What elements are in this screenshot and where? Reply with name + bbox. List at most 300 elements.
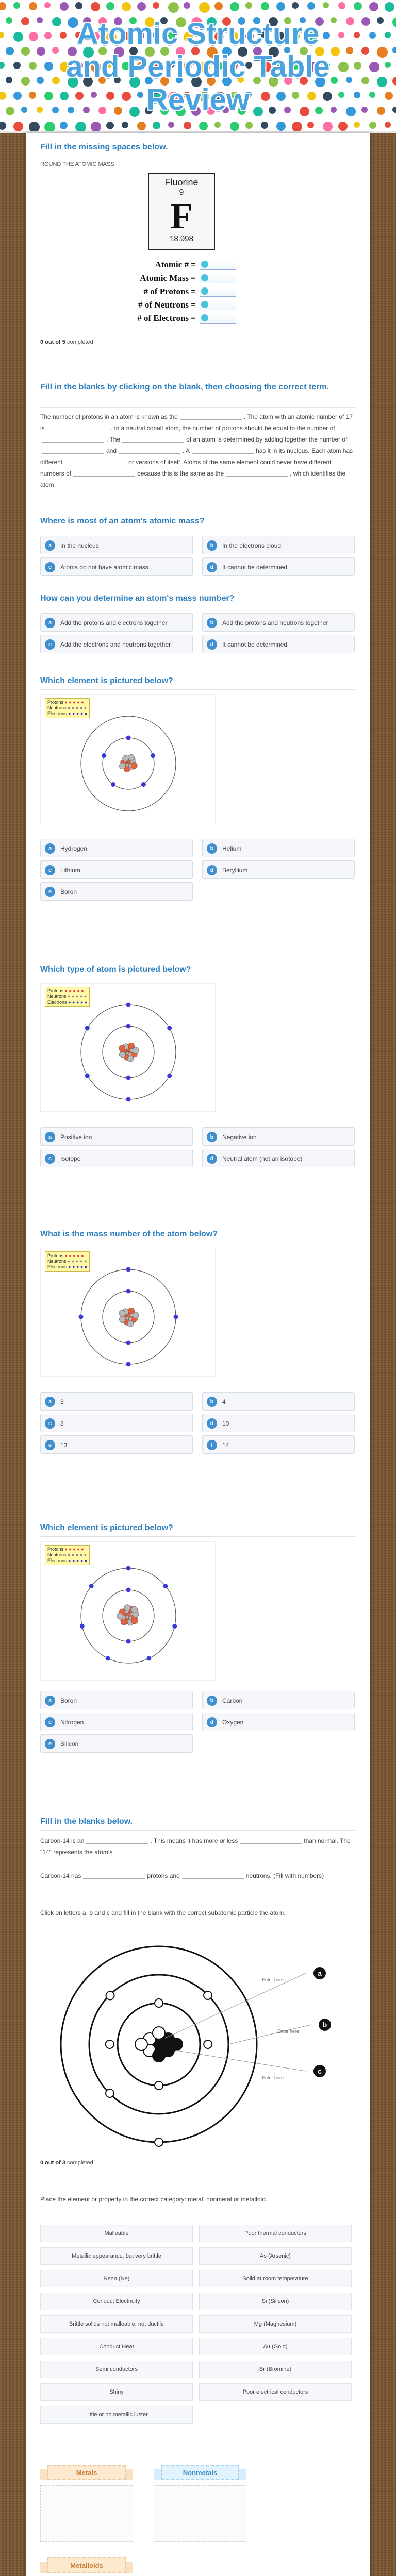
completion-count: 0 out of 5 (40, 339, 65, 345)
particle-legend: Protons ● ● ● ● ● Neutrons ● ● ● ● ● Electrons ● ● ● ● ● (45, 987, 90, 1007)
element-symbol: F (170, 195, 193, 236)
option-text: Lithium (60, 867, 80, 874)
neutron (117, 1613, 123, 1619)
q1-subtitle: ROUND THE ATOMIC MASS (40, 161, 114, 167)
q4-option-c[interactable] (40, 635, 193, 653)
option-letter: b (207, 540, 217, 551)
q2-section (26, 375, 370, 509)
q7-section (26, 1222, 370, 1500)
confetti-dot (137, 122, 146, 130)
q10-instructions: Click on letters a, b and c and fill in the blank with the correct subatomic particle the atom. (40, 1909, 286, 1917)
option-letter: b (207, 843, 217, 854)
q6-option-b[interactable] (202, 1127, 355, 1146)
option-text: Oxygen (222, 1719, 244, 1726)
option-letter: e (45, 1440, 55, 1450)
confetti-dot (245, 2, 252, 9)
q7-option-c[interactable] (40, 1414, 193, 1432)
option-text: Isotope (60, 1155, 81, 1162)
confetti-dot (385, 2, 394, 12)
option-text: 3 (60, 1398, 64, 1405)
q2-blank-5[interactable] (42, 447, 104, 454)
legend-neutrons: Neutrons (47, 1259, 67, 1264)
draggable-item[interactable]: Poor electrical conductors (199, 2383, 352, 2401)
q2-text: has it in its nucleus. Each atom has different (40, 447, 353, 466)
confetti-dot (60, 2, 69, 11)
q9-text: protons and (147, 1872, 180, 1879)
legend-neutrons: Neutrons (47, 994, 67, 999)
draggable-item[interactable]: Neon (Ne) (40, 2270, 193, 2287)
option-letter: c (45, 1154, 55, 1164)
confetti-dot (153, 122, 160, 129)
q2-blank-10[interactable] (226, 469, 288, 477)
draggable-item[interactable]: As (Arsenic) (199, 2247, 352, 2265)
option-letter: d (207, 639, 217, 650)
confetti-dot (44, 122, 55, 132)
option-letter: b (207, 1397, 217, 1407)
electron (106, 2089, 114, 2097)
q7-option-d[interactable] (202, 1414, 355, 1432)
completion-count: 0 out of 3 (40, 2160, 65, 2166)
draggable-item[interactable]: Malleable (40, 2225, 193, 2242)
q10-completion-status (40, 2160, 93, 2166)
confetti-dot (137, 2, 146, 11)
proton (170, 2038, 183, 2050)
q1-completion-status (40, 339, 93, 345)
neutron (119, 1052, 125, 1058)
electron (167, 1026, 172, 1031)
option-text: In the nucleus (60, 542, 99, 549)
draggable-item[interactable]: Semi conductors (40, 2361, 193, 2378)
electron (80, 1624, 85, 1629)
neutron (133, 1047, 139, 1054)
subatomic-diagram (40, 1936, 355, 2153)
q9-blank-3[interactable] (114, 1848, 176, 1855)
q8-option-c[interactable] (40, 1713, 193, 1731)
q5-option-a[interactable] (40, 839, 193, 857)
q1-title: Fill in the missing spaces below. (40, 143, 168, 151)
proton (131, 1618, 138, 1624)
atomic-mass-row (113, 272, 268, 285)
confetti-dot (60, 122, 68, 129)
electron (126, 1097, 131, 1102)
q9-blank-4[interactable] (83, 1872, 145, 1879)
confetti-dot (106, 2, 114, 10)
q2-text: . The atom with an atomic number of 17 is (40, 413, 353, 432)
marker-c-button[interactable]: c (314, 2065, 326, 2077)
confetti-dot (91, 2, 100, 11)
option-text: 13 (60, 1442, 68, 1449)
electron (155, 2138, 163, 2146)
neutron (124, 1605, 130, 1611)
atom-diagram (40, 1248, 216, 1377)
q7-option-e[interactable] (40, 1435, 193, 1454)
q3-option-a[interactable] (40, 536, 193, 554)
proton (121, 1619, 127, 1625)
enter-here-label-b: Enter here (277, 2029, 300, 2034)
option-text: 14 (222, 1442, 229, 1449)
confetti-dot (338, 2, 345, 9)
q5-option-c[interactable] (40, 860, 193, 879)
marker-b-button[interactable]: b (319, 2019, 331, 2031)
q7-option-a[interactable] (40, 1392, 193, 1411)
q2-blank-1[interactable] (180, 413, 242, 420)
q5-title: Which element is pictured below? (40, 676, 173, 685)
legend-neutrons: Neutrons (47, 705, 67, 710)
option-letter: a (45, 540, 55, 551)
q4-option-b[interactable] (202, 613, 355, 632)
option-letter: f (207, 1440, 217, 1450)
electron (155, 1999, 163, 2007)
option-text: Atoms do not have atomic mass (60, 564, 148, 571)
particle-legend: Protons ● ● ● ● ● Neutrons ● ● ● ● ● Electrons ● ● ● ● ● (45, 1545, 90, 1565)
confetti-dot (323, 2, 329, 8)
q8-option-d[interactable] (202, 1713, 355, 1731)
confetti-dot (354, 122, 360, 128)
q6-option-c[interactable] (40, 1149, 193, 1167)
nonmetals-drop-zone[interactable] (154, 2485, 246, 2542)
q2-blank-4[interactable] (122, 435, 184, 443)
legend-protons: Protons (47, 1547, 64, 1552)
option-letter: c (45, 1717, 55, 1727)
q11-instructions: Place the element or property in the correct category: metal, nonmetal or metalloid. (40, 2196, 268, 2203)
divider (40, 1536, 355, 1537)
q9-text: than normal. The "14" represents the atom's (40, 1837, 351, 1856)
row-label: Atomic # = (155, 260, 196, 269)
legend-protons: Protons (47, 1253, 64, 1258)
draggable-item[interactable]: Mg (Magnesium) (199, 2315, 352, 2333)
option-letter: c (45, 562, 55, 572)
legend-electrons: Electrons (47, 711, 67, 716)
option-text: Nitrogen (60, 1719, 84, 1726)
option-text: Add the electrons and neutrons together (60, 641, 171, 648)
q7-option-b[interactable] (202, 1392, 355, 1411)
q3-option-d[interactable] (202, 557, 355, 576)
legend-electrons: Electrons (47, 1558, 67, 1563)
q2-text: because this is the same as the (137, 470, 224, 477)
draggable-item[interactable]: Metallic appearance, but very brittle (40, 2247, 193, 2265)
electron (126, 1639, 131, 1644)
q2-blank-2[interactable] (47, 424, 109, 431)
title-line-2: and Periodic Table (66, 50, 330, 83)
q5-section (26, 669, 370, 937)
neutron (127, 1320, 134, 1327)
q8-option-e[interactable] (40, 1734, 193, 1753)
draggable-item[interactable]: Conduct Electricity (40, 2293, 193, 2310)
confetti-dot (292, 2, 299, 9)
draggable-item[interactable]: Shiny (40, 2383, 193, 2401)
confetti-dot (369, 2, 378, 11)
q9-text: . This means it has more or less (150, 1837, 238, 1844)
option-text: Boron (60, 888, 77, 895)
proton (153, 2049, 165, 2062)
nonmetals-category-banner (154, 2462, 246, 2484)
row-label: # of Electrons = (137, 313, 196, 323)
q2-text: The number of protons in an atom is known as the (40, 413, 178, 420)
electron (126, 1289, 131, 1294)
electron (126, 1341, 131, 1345)
title-line-1: Atomic Structure (76, 17, 320, 50)
neutron (153, 2027, 165, 2039)
q3-option-b[interactable] (202, 536, 355, 554)
electron (172, 1624, 177, 1629)
divider (40, 689, 355, 690)
q6-option-d[interactable] (202, 1149, 355, 1167)
q6-option-a[interactable] (40, 1127, 193, 1146)
confetti-dot (184, 122, 191, 129)
q2-text: or versions of itself. Atoms of the same element could never have different numbers of (40, 459, 332, 477)
electron (163, 1584, 168, 1588)
neutron (119, 1310, 125, 1316)
row-label: # of Protons = (143, 286, 196, 296)
confetti-dot (307, 122, 314, 128)
option-text: Add the protons and electrons together (60, 619, 168, 626)
legend-protons: Protons (47, 700, 64, 705)
confetti-dot (184, 2, 190, 9)
q9-text: Carbon-14 has (40, 1872, 81, 1879)
element-mass: 18.998 (170, 234, 193, 243)
confetti-dot (29, 122, 40, 132)
option-letter: c (45, 865, 55, 875)
option-letter: b (207, 1696, 217, 1706)
proton (119, 1045, 125, 1052)
draggable-items-grid (40, 2225, 355, 2441)
confetti-dot (29, 2, 37, 10)
confetti-dot (75, 2, 82, 9)
electron (126, 1362, 131, 1367)
q4-option-a[interactable] (40, 613, 193, 632)
electron (126, 1588, 131, 1592)
page-title (0, 18, 396, 116)
confetti-dot (91, 122, 101, 132)
q8-title: Which element is pictured below? (40, 1523, 173, 1532)
neutron (135, 2038, 147, 2050)
electron (106, 2040, 114, 2048)
divider (40, 1830, 355, 1831)
q2-text: of an atom is determined by adding together the number of (186, 436, 348, 443)
confetti-dot (214, 122, 221, 128)
option-letter: d (207, 1418, 217, 1429)
q7-title: What is the mass number of the atom below? (40, 1230, 218, 1239)
confetti-dot (354, 2, 362, 10)
page-header (0, 0, 396, 133)
q2-text: and (106, 447, 117, 454)
element-name: Fluorine (164, 177, 199, 188)
blank-dot-icon (201, 274, 208, 281)
confetti-dot (261, 2, 269, 10)
confetti-dot (122, 122, 128, 128)
draggable-item[interactable]: Au (Gold) (199, 2338, 352, 2355)
q5-option-b[interactable] (202, 839, 355, 857)
electron (126, 1566, 131, 1571)
confetti-dot (153, 2, 159, 9)
option-text: In the electrons cloud (222, 542, 282, 549)
confetti-dot (369, 122, 376, 129)
blank-dot-icon (201, 314, 208, 321)
confetti-dot (13, 122, 23, 131)
proton (128, 1308, 135, 1314)
electron (106, 1992, 114, 2000)
q9-paragraph-1 (40, 1835, 355, 1858)
q9-text: neutrons. (Fill with numbers) (245, 1872, 324, 1879)
nonmetals-label: Nonmetals (161, 2465, 239, 2480)
option-letter: a (45, 1696, 55, 1706)
confetti-dot (323, 122, 333, 131)
proton (131, 762, 137, 769)
particle-legend: Protons ● ● ● ● ● Neutrons ● ● ● ● ● Electrons ● ● ● ● ● (45, 1251, 90, 1272)
q8-option-b[interactable] (202, 1691, 355, 1709)
q8-section (26, 1516, 370, 1794)
q9-title: Fill in the blanks below. (40, 1817, 133, 1826)
q2-blank-7[interactable] (192, 447, 254, 454)
blank-dot-icon (201, 301, 208, 308)
q2-blank-8[interactable] (64, 458, 126, 465)
option-letter: d (207, 1717, 217, 1727)
divider (40, 407, 355, 408)
neutron (128, 754, 135, 760)
option-text: Negative ion (222, 1133, 257, 1141)
q11-section (26, 2194, 370, 2576)
q2-title: Fill in the blanks by clicking on the blank, then choosing the correct term. (40, 383, 329, 392)
q2-text: . A (183, 447, 190, 454)
option-text: 10 (222, 1420, 229, 1427)
option-text: It cannot be determined (222, 564, 288, 571)
atom-diagram (40, 1541, 216, 1681)
option-letter: a (45, 1132, 55, 1142)
q9-blank-1[interactable] (86, 1837, 148, 1844)
q8-option-a[interactable] (40, 1691, 193, 1709)
q9-blank-5[interactable] (182, 1872, 244, 1879)
draggable-item[interactable]: Brittle solids not malleable, not ductile (40, 2315, 193, 2333)
q2-paragraph (40, 411, 355, 490)
confetti-dot (0, 122, 6, 130)
q3-option-c[interactable] (40, 557, 193, 576)
option-text: 4 (222, 1398, 226, 1405)
q2-text: , which identifies the atom. (40, 470, 346, 488)
q2-blank-6[interactable] (119, 447, 180, 454)
draggable-item[interactable]: Si (Silicon) (199, 2293, 352, 2310)
confetti-dot (122, 2, 131, 11)
electron (102, 753, 106, 758)
option-letter: c (45, 1418, 55, 1429)
draggable-item[interactable]: Solid at room temperature (199, 2270, 352, 2287)
particle-legend: Protons ● ● ● ● ● Neutrons ● ● ● ● ● Electrons ● ● ● ● ● (45, 698, 90, 718)
confetti-dot (230, 122, 239, 131)
option-text: Hydrogen (60, 845, 88, 852)
neutron (119, 1316, 125, 1323)
metals-category-banner (40, 2462, 133, 2484)
electron (204, 2040, 212, 2048)
confetti-dot (13, 2, 20, 9)
option-text: Positive ion (60, 1133, 92, 1141)
option-letter: d (207, 865, 217, 875)
q6-section (26, 957, 370, 1205)
enter-here-label-a: Enter here (262, 1977, 284, 1982)
electron (126, 1024, 131, 1029)
metalloids-category-banner (40, 2554, 133, 2576)
completion-suffix: completed (67, 339, 93, 345)
protons-row (113, 285, 268, 299)
q2-text: . The (106, 436, 121, 443)
q2-text: . In a neutral cobalt atom, the number of protons should be equal to the number of (110, 425, 335, 432)
confetti-dot (168, 122, 174, 128)
legend-neutrons: Neutrons (47, 1552, 67, 1557)
q9-blank-2[interactable] (240, 1837, 302, 1844)
draggable-item[interactable]: Conduct Heat (40, 2338, 193, 2355)
leader-line (228, 2025, 311, 2044)
option-text: Beryllium (222, 867, 248, 874)
confetti-dot (199, 2, 210, 13)
confetti-dot (292, 122, 302, 132)
electron (141, 782, 146, 787)
q9-paragraph-2 (40, 1870, 355, 1882)
neutron (127, 1056, 134, 1062)
legend-electrons: Electrons (47, 999, 67, 1005)
q7-option-f[interactable] (202, 1435, 355, 1454)
electron (111, 782, 116, 787)
content-card (26, 133, 370, 2576)
option-letter: a (45, 843, 55, 854)
option-letter: b (207, 1132, 217, 1142)
q2-blank-3[interactable] (42, 435, 104, 443)
q2-blank-9[interactable] (73, 469, 135, 477)
element-number: 9 (179, 188, 184, 197)
row-label: # of Neutrons = (138, 300, 196, 310)
confetti-dot (338, 122, 348, 131)
confetti-dot (245, 122, 253, 129)
draggable-item[interactable]: Little or no metallic luster (40, 2406, 193, 2424)
marker-a-button[interactable]: a (314, 1967, 326, 1979)
option-text: Carbon (222, 1697, 243, 1704)
q4-option-d[interactable] (202, 635, 355, 653)
electron (106, 1656, 110, 1660)
confetti-dot (75, 122, 86, 132)
electrons-row (113, 312, 268, 326)
leader-line (176, 2050, 306, 2071)
q3-title: Where is most of an atom's atomic mass? (40, 517, 205, 526)
confetti-dot (214, 2, 223, 10)
q5-option-e[interactable] (40, 882, 193, 901)
q1-section (26, 133, 370, 375)
q6-title: Which type of atom is pictured below? (40, 965, 191, 974)
option-letter: b (207, 618, 217, 628)
metals-drop-zone[interactable] (40, 2485, 133, 2542)
q5-option-d[interactable] (202, 860, 355, 879)
q4-title: How can you determine an atom's mass number? (40, 594, 235, 603)
electron (204, 1991, 212, 1999)
q9-section (26, 1809, 370, 1897)
q9-text: Carbon-14 is an (40, 1837, 85, 1844)
confetti-dot (385, 122, 391, 128)
electron (79, 1315, 84, 1319)
confetti-dot (276, 2, 285, 11)
draggable-item[interactable]: Poor thermal conductors (199, 2225, 352, 2242)
confetti-dot (307, 2, 315, 10)
option-letter: e (45, 887, 55, 897)
atom-labeling-svg (40, 1936, 355, 2153)
draggable-item[interactable]: Br (Bromine) (199, 2361, 352, 2378)
confetti-dot (230, 2, 239, 11)
neutrons-row (113, 299, 268, 312)
option-letter: a (45, 1397, 55, 1407)
neutron (131, 1606, 138, 1613)
electron (85, 1026, 90, 1031)
option-text: 8 (60, 1420, 64, 1427)
electron (146, 1656, 151, 1660)
proton (128, 1043, 135, 1049)
confetti-dot (0, 2, 6, 10)
enter-here-label-c: Enter here (262, 2075, 284, 2080)
electron (126, 1003, 131, 1007)
